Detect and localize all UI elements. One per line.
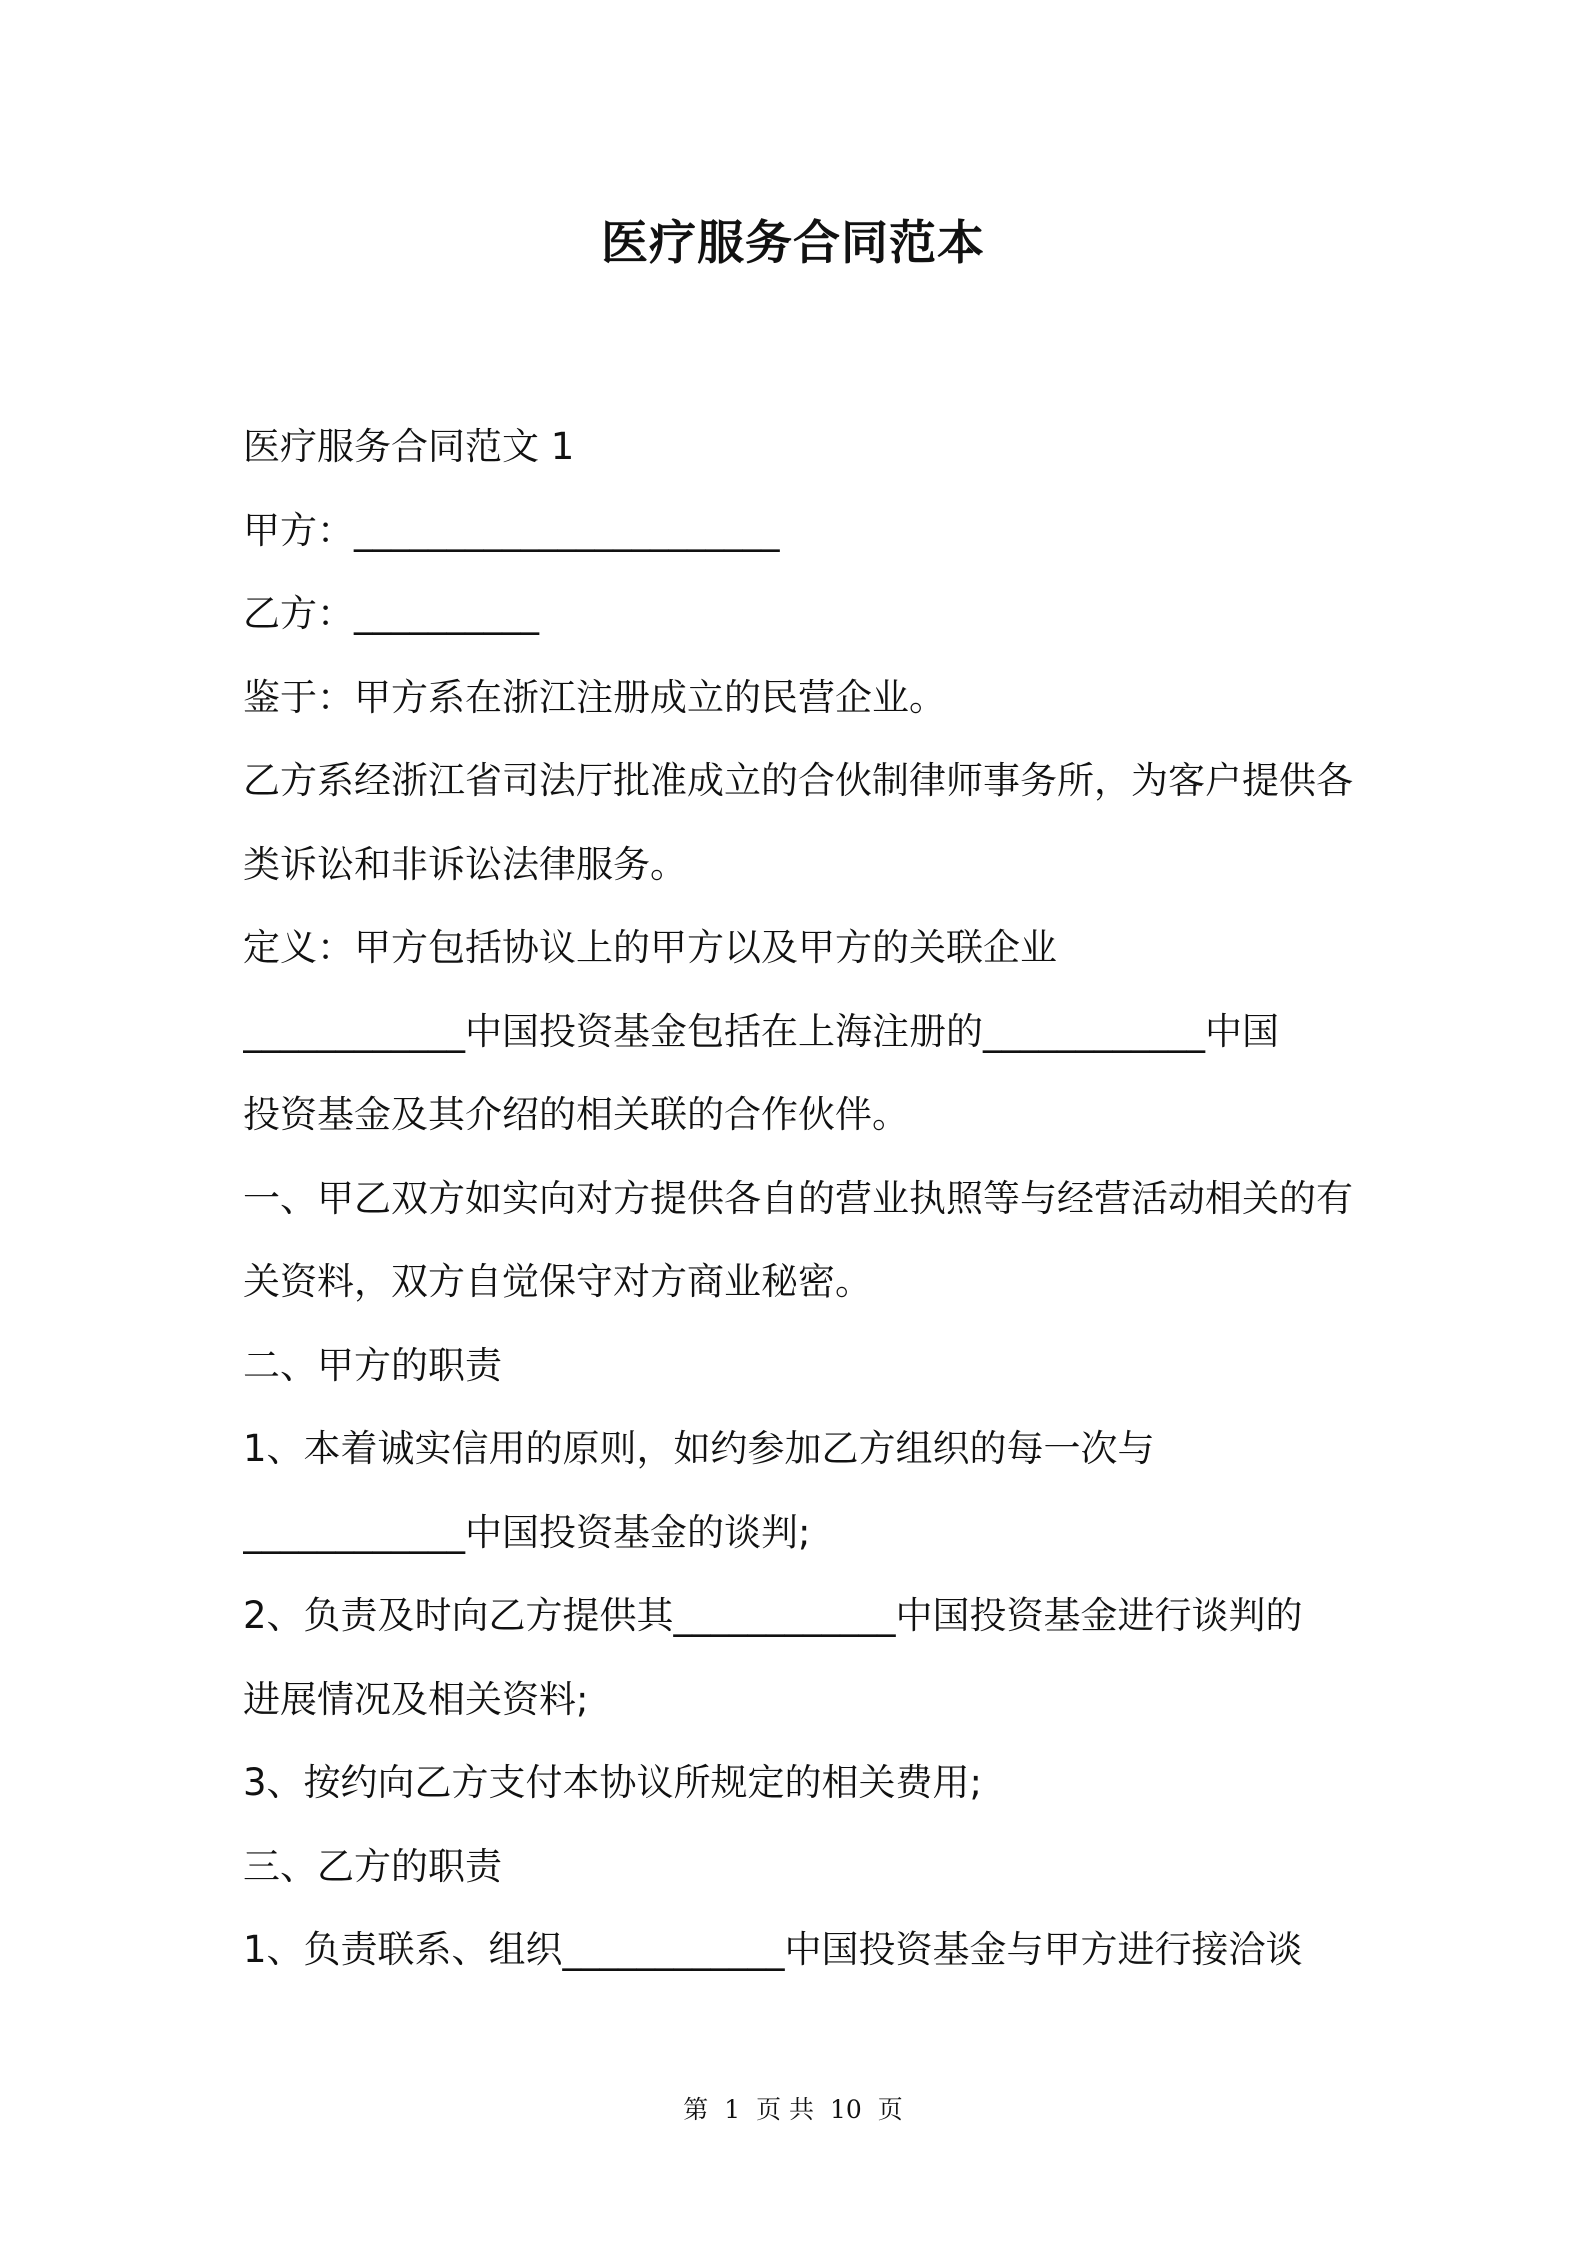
paragraph-line: 定义：甲方包括协议上的甲方以及甲方的关联企业 bbox=[243, 926, 1057, 969]
paragraph-line: 类诉讼和非诉讼法律服务。 bbox=[243, 842, 687, 886]
paragraph-line: 甲方：_______________________ bbox=[243, 508, 780, 552]
paragraph-line: ____________中国投资基金的谈判; bbox=[243, 1510, 811, 1554]
current-page-number: 1 bbox=[724, 2095, 741, 2124]
paragraph-line: 关资料，双方自觉保守对方商业秘密。 bbox=[243, 1260, 872, 1303]
document-body bbox=[243, 405, 1363, 1992]
paragraph-line: 2、负责及时向乙方提供其____________中国投资基金进行谈判的 bbox=[243, 1594, 1303, 1637]
paragraph-line: 投资基金及其介绍的相关联的合作伙伴。 bbox=[243, 1093, 909, 1136]
paragraph-line: 1、本着诚实信用的原则，如约参加乙方组织的每一次与 bbox=[243, 1427, 1155, 1470]
paragraph-line: 进展情况及相关资料; bbox=[243, 1677, 589, 1721]
paragraph-line: 乙方：__________ bbox=[243, 592, 539, 635]
footer-middle: 页 共 bbox=[756, 2095, 815, 2124]
paragraph-line: 医疗服务合同范文 1 bbox=[243, 425, 575, 468]
paragraph-line: 3、按约向乙方支付本协议所规定的相关费用; bbox=[243, 1761, 983, 1804]
paragraph-line: 1、负责联系、组织____________中国投资基金与甲方进行接洽谈 bbox=[243, 1928, 1303, 1971]
paragraph-line: 一、甲乙双方如实向对方提供各自的营业执照等与经营活动相关的有 bbox=[243, 1176, 1353, 1220]
section-heading: 二、甲方的职责 bbox=[243, 1343, 502, 1387]
paragraph-line: 鉴于：甲方系在浙江注册成立的民营企业。 bbox=[243, 675, 946, 719]
paragraph-line: ____________中国投资基金包括在上海注册的____________中国 bbox=[243, 1009, 1279, 1053]
paragraph-line: 乙方系经浙江省司法厅批准成立的合伙制律师事务所，为客户提供各 bbox=[243, 759, 1353, 802]
document-title: 医疗服务合同范本 bbox=[601, 216, 985, 271]
page-footer bbox=[0, 2090, 1586, 2130]
footer-prefix: 第 bbox=[683, 2095, 709, 2124]
total-pages-number: 10 bbox=[829, 2095, 862, 2124]
section-heading: 三、乙方的职责 bbox=[243, 1844, 502, 1888]
footer-suffix: 页 bbox=[877, 2095, 903, 2124]
